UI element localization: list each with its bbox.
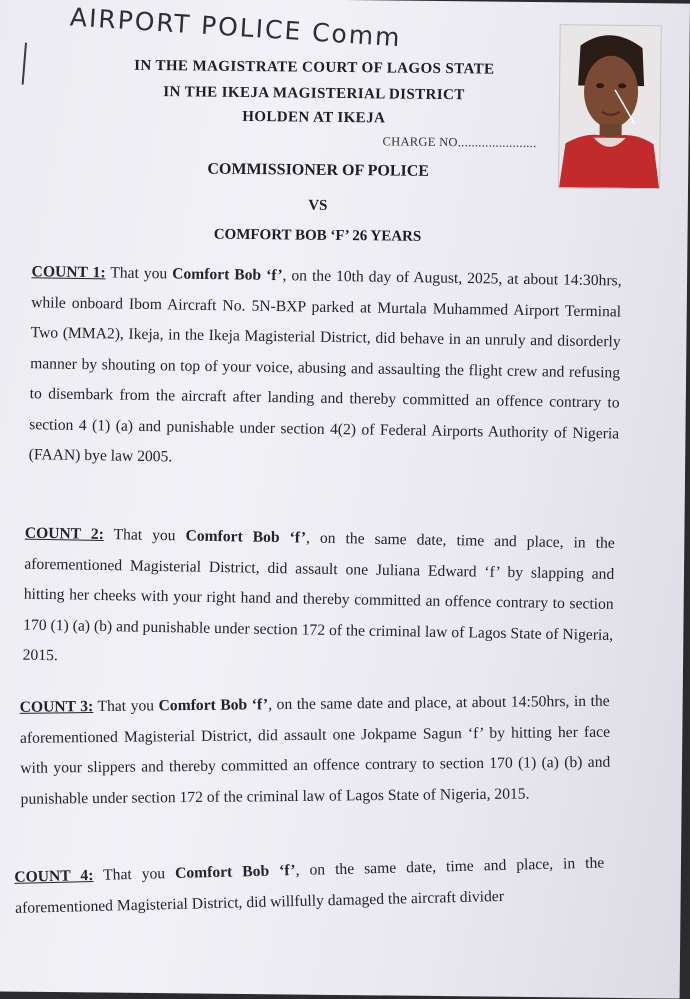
defendant: COMFORT BOB ‘F’ 26 YEARS [213,226,422,245]
count-text: , on the same date and place, at about 14:50hrs, in the aforementioned Magisterial District, did assault one Jokpame Sagun ‘f’ by hitting her face with your slippers and thereby committed an offence contrary to section 170 (1) (a) (b) and punishable under section 172 of the criminal law of Lagos State of Nigeria, 2015. [19,692,611,808]
count-4 [14,848,605,923]
defendant-name: Comfort Bob ‘f’ [158,696,269,715]
count-label: COUNT 1: [31,263,106,282]
complainant: COMMISSIONER OF POLICE [207,160,430,180]
margin-mark [22,43,27,85]
handwritten-note: AIRPORT POLICE Comm [69,2,403,53]
court-title-line-3: HOLDEN AT IKEJA [242,108,386,127]
count-3 [20,687,611,815]
count-intro: That you [110,264,168,283]
count-text: , on the same date, time and place, in the aforementioned Magisterial District, did assault one Juliana Edward ‘f’ by slapping and hitting her cheeks with your right hand and thereby committed an offence contrary to section 170 (1) (a) (b) and punishable under section 172 of the criminal law of Lagos State of Nigeria, 2015. [22,529,615,665]
versus: VS [308,197,328,214]
charge-number: CHARGE NO....................... [382,134,537,151]
count-2 [22,519,615,682]
defendant-name: Comfort Bob ‘f’ [172,265,283,285]
count-1 [28,257,621,480]
defendant-name: Comfort Bob ‘f’ [185,527,307,547]
count-text: , on the same date, time and place, in the aforementioned Magisterial District, did willfully damaged the aircraft divider [14,854,605,917]
court-title-line-2: IN THE IKEJA MAGISTERIAL DISTRICT [163,84,465,104]
defendant-name: Comfort Bob ‘f’ [174,862,296,882]
count-label: COUNT 2: [24,524,105,543]
count-intro: That you [97,697,155,716]
count-intro: That you [102,865,166,884]
count-intro: That you [113,526,176,545]
court-title-line-1: IN THE MAGISTRATE COURT OF LAGOS STATE [134,57,495,78]
count-label: COUNT 3: [19,698,94,716]
count-text: , on the 10th day of August, 2025, at about 14:30hrs, while onboard Ibom Aircraft No. 5N-BXP parked at Murtala Muhammed Airport Terminal Two (MMA2), Ikeja, in the Ikeja Magisterial District, did behave in an unruly and disorderly manner by shouting on top of your voice, abusing and assaulting the flight crew and refusing to disembark from the aircraft after landing and thereby committed an offence contrary to section 4 (1) (a) and punishable under section 4(2) of Federal Airports Authority of Nigeria (FAAN) bye law 2005. [28,267,622,466]
count-label: COUNT 4: [14,866,94,886]
